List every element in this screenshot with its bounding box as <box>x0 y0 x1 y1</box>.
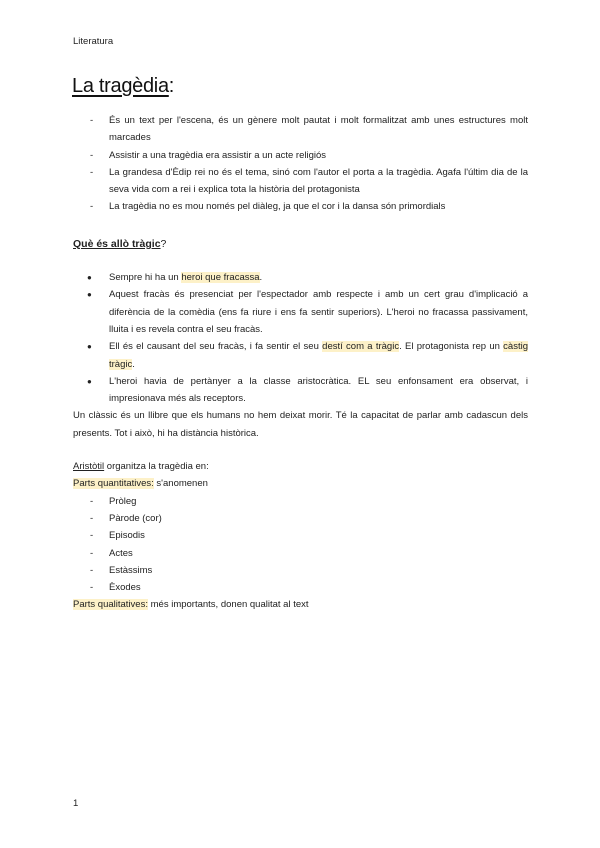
item-text: . <box>132 358 135 370</box>
quantitative-line <box>73 475 528 492</box>
intro-list <box>73 112 528 216</box>
page-header: Literatura <box>73 36 114 47</box>
quantitative-label: Parts quantitatives: <box>73 478 154 490</box>
list-item: - Assistir a una tragèdia era assistir a un acte religiós <box>73 147 528 164</box>
item-text: Ell és el causant del seu fracàs, i fa sentir el seu <box>109 341 323 353</box>
qualitative-label: Parts qualitatives: <box>73 599 148 611</box>
document-body <box>73 112 528 614</box>
item-text: . El protagonista rep un <box>399 341 504 353</box>
list-item: - És un text per l'escena, és un gènere molt pautat i molt formalitzat amb unes estructures molt marcades <box>73 112 528 147</box>
item-text: Sempre hi ha un <box>109 272 182 284</box>
qualitative-line <box>73 596 528 613</box>
list-item: ● L'heroi havia de pertànyer a la classe aristocràtica. EL seu enfonsament era observat, i impresionava més als receptors. <box>73 373 528 408</box>
page-number: 1 <box>73 798 79 809</box>
page-title <box>72 75 174 98</box>
list-item: - Episodis <box>73 527 528 544</box>
aristotle-rest: organitza la tragèdia en: <box>104 461 209 473</box>
aristotle-name: Aristòtil <box>73 461 105 473</box>
list-item: - La grandesa d'Èdip rei no és el tema, sinó com l'autor el porta a la tragèdia. Agafa l'últim dia de la seva vida com a rei i explica tota la història del protagonista <box>73 164 528 199</box>
quantitative-list <box>73 493 528 597</box>
title-main: La tragèdia <box>72 75 169 97</box>
aristotle-line <box>73 458 528 475</box>
section-heading-suffix: ? <box>160 237 167 250</box>
list-item: - La tragèdia no es mou només pel diàleg, ja que el cor i la dansa són primordials <box>73 198 528 215</box>
highlight: destí com a tràgic <box>322 341 400 353</box>
list-item: ● Aquest fracàs és presenciat per l'espectador amb respecte i amb un cert grau d'implicació a diferència de la comèdia (ens fa riure i ens fa sentir superiors). L'heroi no fracassa passivament, lluita i es revela contra el seu fracàs. <box>73 286 528 338</box>
list-item <box>73 269 528 286</box>
list-item: - Èxodes <box>73 579 528 596</box>
qualitative-rest: més importants, donen qualitat al text <box>147 599 309 611</box>
title-suffix: : <box>168 75 175 97</box>
list-item: - Estàssims <box>73 562 528 579</box>
classic-paragraph: Un clàssic és un llibre que els humans no hem deixat morir. Té la capacitat de parlar amb cadascun dels presents. Tot i això, hi ha distància històrica. <box>73 410 528 439</box>
list-item: - Pàrode (cor) <box>73 510 528 527</box>
list-item: - Pròleg <box>73 493 528 510</box>
highlight: càstig tràgic <box>109 341 528 370</box>
item-text: . <box>259 272 263 284</box>
quantitative-rest: s'anomenen <box>153 478 208 490</box>
list-item: - Actes <box>73 545 528 562</box>
tragic-list <box>73 269 528 407</box>
list-item <box>73 338 528 373</box>
section-heading-text: Què és allò tràgic <box>73 237 161 250</box>
highlight: heroi que fracassa <box>181 272 260 284</box>
section-heading-tragic <box>73 236 528 253</box>
